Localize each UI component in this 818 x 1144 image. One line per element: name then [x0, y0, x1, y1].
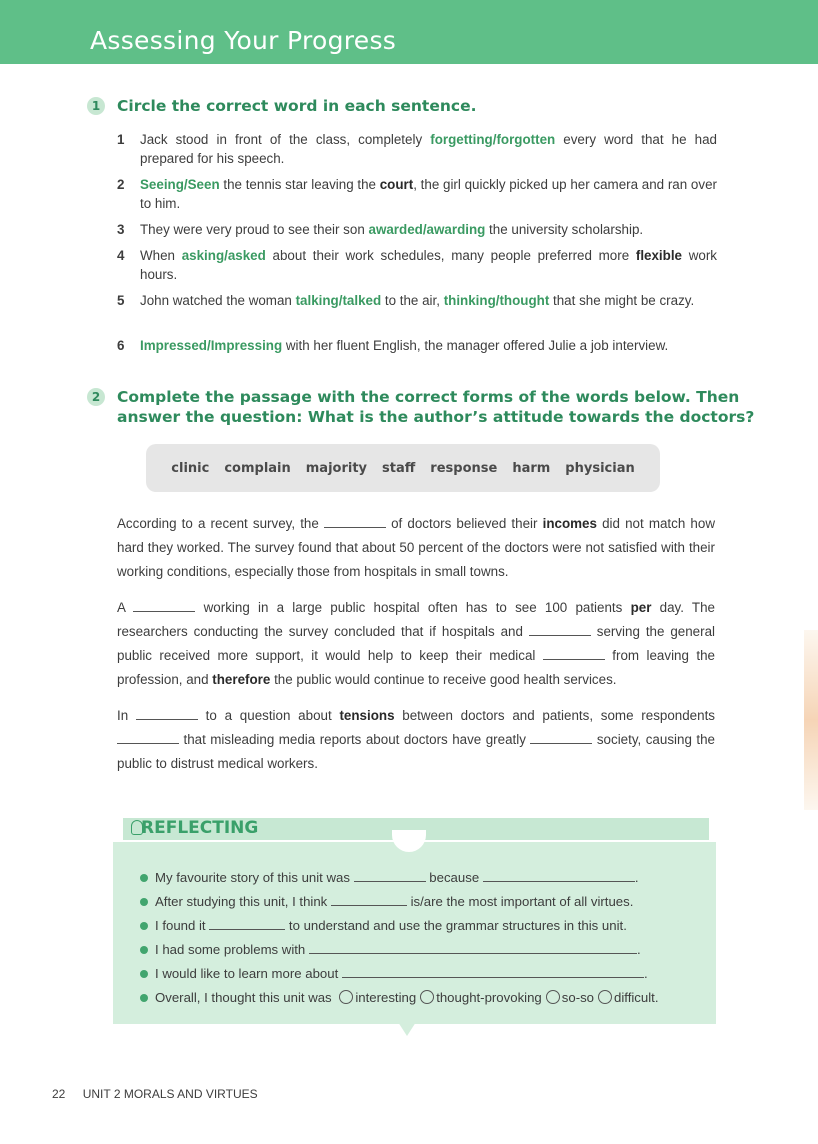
page-footer [52, 1087, 258, 1101]
radio-option[interactable] [339, 990, 353, 1004]
word-bank-item: harm [512, 460, 551, 476]
word-bank-item: majority [305, 460, 368, 476]
exercise-item: 3 They were very proud to see their son awarded/awarding the university scholarship. [117, 222, 644, 237]
radio-option[interactable] [598, 990, 612, 1004]
word-bank-item: clinic [171, 460, 210, 476]
item-number: 1 [117, 132, 125, 147]
reflecting-box [113, 818, 716, 1024]
section-1-number: 1 [87, 97, 105, 115]
blank-field[interactable] [354, 868, 426, 882]
exercise-item: 4 When asking/asked about their work schedules, many people preferred more flexible work hours. [117, 248, 717, 282]
bullet-icon [140, 922, 148, 930]
unit-label: UNIT 2 MORALS AND VIRTUES [82, 1087, 258, 1101]
reflecting-item: Overall, I thought this unit was interesting thought-provoking so-so difficult. [155, 988, 715, 1012]
section-2-number: 2 [87, 388, 105, 406]
item-number: 4 [117, 248, 125, 263]
exercise-item: 2 Seeing/Seen the tennis star leaving the court, the girl quickly picked up her camera and ran over to him. [117, 177, 717, 211]
radio-option[interactable] [546, 990, 560, 1004]
blank-field[interactable] [209, 916, 285, 930]
blank-field[interactable] [543, 647, 605, 660]
word-bank-item: response [430, 460, 498, 476]
item-number: 5 [117, 293, 125, 308]
word-choice[interactable]: Seeing/Seen [140, 177, 220, 192]
word-bank-item: complain [224, 460, 291, 476]
word-bank-item: staff [382, 460, 416, 476]
word-bank-item: physician [565, 460, 635, 476]
word-choice[interactable]: Impressed/Impressing [140, 338, 283, 353]
item-number: 2 [117, 177, 125, 192]
word-choice[interactable]: talking/talked [295, 293, 382, 308]
page-header [0, 0, 818, 64]
bullet-icon [140, 898, 148, 906]
passage-paragraph-1: According to a recent survey, the of doctors believed their incomes did not match how hard they worked. The survey found that about 50 percent of the doctors were not satisfied with their working conditions, especially those from hospitals in small towns. [117, 516, 715, 579]
blank-field[interactable] [136, 707, 198, 720]
blank-field[interactable] [483, 868, 635, 882]
reflecting-item: I found it to understand and use the grammar structures in this unit. [155, 916, 715, 940]
word-choice[interactable]: awarded/awarding [368, 222, 486, 237]
section-2-title: Complete the passage with the correct forms of the words below. Then answer the question: What is the author’s attitude towards the doctors? [117, 388, 755, 426]
item-number: 6 [117, 338, 125, 353]
reflecting-item: I had some problems with . [155, 940, 715, 964]
page-number: 22 [52, 1087, 66, 1101]
reflecting-item: I would like to learn more about . [155, 964, 715, 988]
bullet-icon [140, 874, 148, 882]
section-1-title: Circle the correct word in each sentence. [117, 97, 477, 115]
exercise-item: 6 Impressed/Impressing with her fluent English, the manager offered Julie a job interview. [117, 338, 669, 353]
reflecting-item: My favourite story of this unit was because . [155, 868, 715, 892]
exercise-item: 5 John watched the woman talking/talked to the air, thinking/thought that she might be crazy. [117, 293, 695, 308]
box-pointer [398, 1022, 416, 1036]
blank-field[interactable] [529, 623, 591, 636]
blank-field[interactable] [309, 940, 637, 954]
page-title: Assessing Your Progress [90, 26, 397, 55]
bullet-icon [140, 946, 148, 954]
word-choice[interactable]: asking/asked [181, 248, 266, 263]
word-choice[interactable]: forgetting/forgotten [430, 132, 556, 147]
passage-paragraph-3: In to a question about tensions between doctors and patients, some respondents that misleading media reports about doctors have greatly society, causing the public to distrust medical workers. [117, 708, 715, 771]
blank-field[interactable] [324, 515, 386, 528]
bullet-icon [140, 970, 148, 978]
blank-field[interactable] [331, 892, 407, 906]
exercise-item: 1 Jack stood in front of the class, completely forgetting/forgotten every word that he had prepared for his speech. [117, 132, 717, 166]
reflecting-item: After studying this unit, I think is/are the most important of all virtues. [155, 892, 715, 916]
item-number: 3 [117, 222, 125, 237]
word-bank [146, 444, 660, 492]
blank-field[interactable] [342, 964, 644, 978]
page-edge-decoration [804, 630, 818, 810]
word-choice[interactable]: thinking/thought [443, 293, 550, 308]
bullet-icon [140, 994, 148, 1002]
blank-field[interactable] [530, 731, 592, 744]
reflecting-list [155, 868, 715, 1012]
reflecting-title: REFLECTING [141, 818, 259, 838]
radio-option[interactable] [420, 990, 434, 1004]
passage-paragraph-2: A working in a large public hospital often has to see 100 patients per day. The researchers conducting the survey concluded that if hospitals and serving the general public received more support, it would help to keep their medical from leaving the profession, and therefore the public would continue to receive good health services. [117, 600, 716, 687]
blank-field[interactable] [117, 731, 179, 744]
blank-field[interactable] [133, 599, 195, 612]
